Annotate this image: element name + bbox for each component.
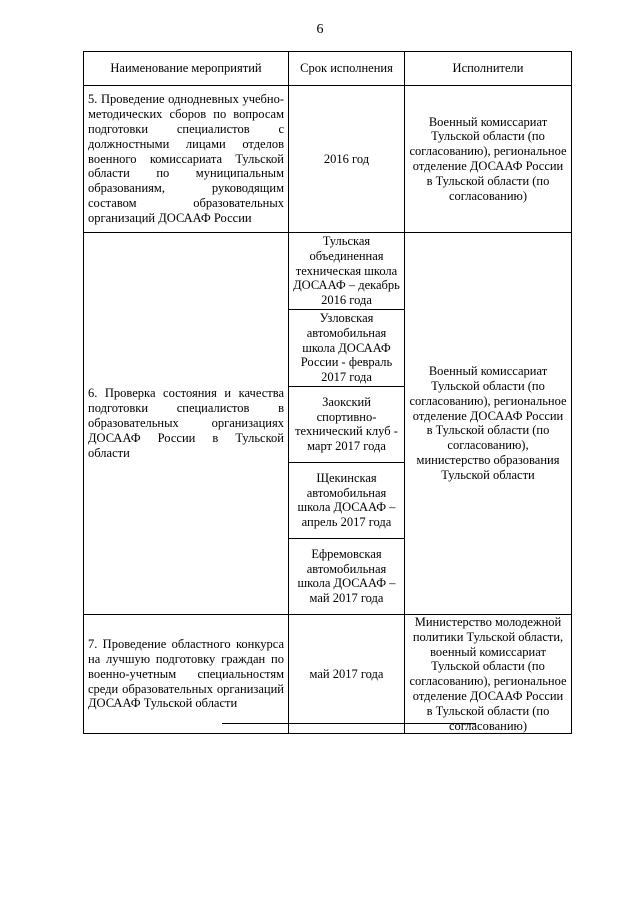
row6-term-5: Ефремовская автомобильная школа ДОСААФ – май 2017 года [289, 538, 405, 614]
row6-term-1: Тульская объединенная техническая школа ДОСААФ – декабрь 2016 года [289, 233, 405, 310]
events-table [83, 51, 572, 734]
row6-term-4: Щекинская автомобильная школа ДОСААФ – апрель 2017 года [289, 462, 405, 538]
row6-event-name: 6. Проверка состояния и качества подготовки специалистов в образовательных организациях ДОСААФ России в Тульской области [84, 233, 289, 615]
row6-executors: Военный комиссариат Тульской области (по согласованию), региональное отделение ДОСААФ России в Тульской области (по согласованию), министерство образования Тульской области [405, 233, 572, 615]
row7-executors: Министерство молодежной политики Тульской области, военный комиссариат Тульской области (по согласованию), региональное отделение ДОСААФ России в Тульской области (по согласованию) [405, 614, 572, 733]
row7-term: май 2017 года [289, 614, 405, 733]
table-header-row [84, 52, 572, 86]
page-number: 6 [316, 22, 324, 37]
table-row-5 [84, 86, 572, 233]
header-event-name: Наименование мероприятий [84, 52, 289, 86]
table-row-6 [84, 233, 572, 310]
row5-term: 2016 год [289, 86, 405, 233]
header-term: Срок исполнения [289, 52, 405, 86]
table-row-7 [84, 614, 572, 733]
row5-event-name: 5. Проведение однодневных учебно-методических сборов по вопросам подготовки специалистов с должностными лицами отделов военного комиссариата Тульской области по муниципальным образованиям, руководящим составом образовательных организаций ДОСААФ России [84, 86, 289, 233]
row6-term-3: Заокский спортивно-технический клуб - март 2017 года [289, 386, 405, 462]
closing-rule-divider [222, 723, 476, 724]
row6-term-2: Узловская автомобильная школа ДОСААФ России - февраль 2017 года [289, 309, 405, 386]
header-executors: Исполнители [405, 52, 572, 86]
row7-event-name: 7. Проведение областного конкурса на лучшую подготовку граждан по военно-учетным специальностям среди образовательных организаций ДОСААФ Тульской области [84, 614, 289, 733]
row5-executors: Военный комиссариат Тульской области (по согласованию), региональное отделение ДОСААФ России в Тульской области (по согласованию) [405, 86, 572, 233]
